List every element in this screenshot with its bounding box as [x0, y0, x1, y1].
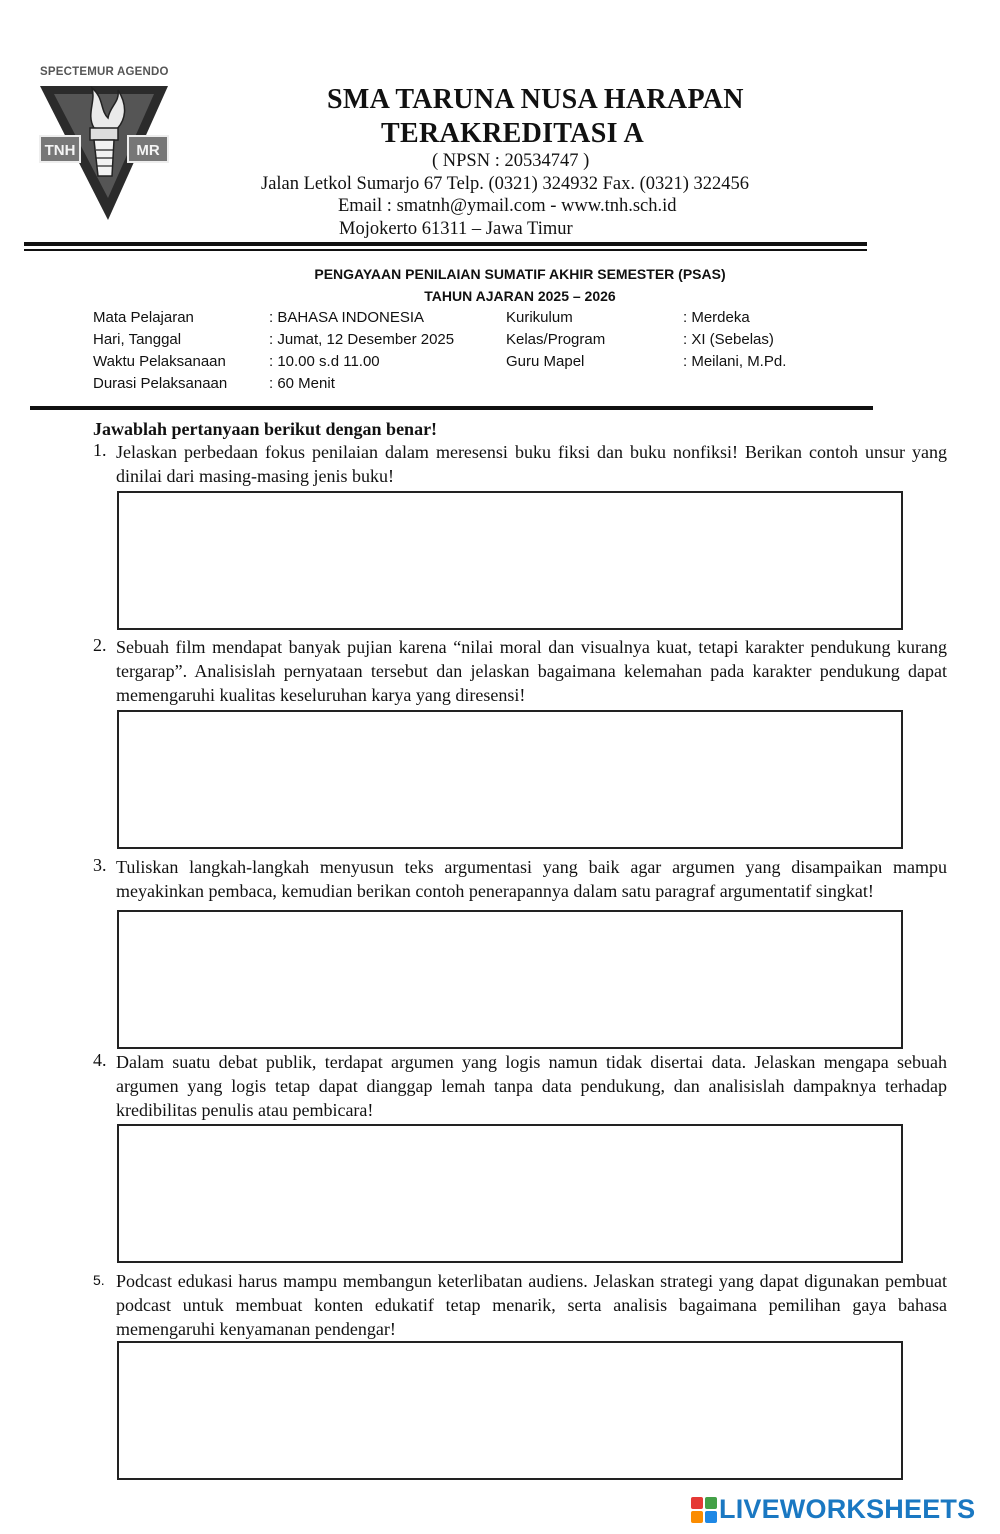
- exam-year: TAHUN AJARAN 2025 – 2026: [424, 288, 616, 304]
- answer-box-5[interactable]: [117, 1341, 903, 1480]
- liveworksheets-logo-square: [705, 1497, 717, 1509]
- logo-right-text: MR: [136, 142, 160, 159]
- info-value-curriculum: : Merdeka: [683, 309, 750, 326]
- logo-left-text: TNH: [44, 142, 76, 159]
- question-1-text: Jelaskan perbedaan fokus penilaian dalam meresensi buku fiksi dan buku nonfiksi! Berikan contoh unsur yang dinilai dari masing-masing jenis buku!: [116, 442, 947, 486]
- question-5-text: Podcast edukasi harus mampu membangun keterlibatan audiens. Jelaskan strategi yang dapat digunakan pembuat podcast untuk membuat konten edukatif tetap menarik, serta analisis bagaimana pemilihan gaya bahasa memengaruhi kenyamanan pendengar!: [116, 1271, 947, 1339]
- torch-cup-icon: [90, 128, 118, 140]
- info-label-teacher: Guru Mapel: [506, 353, 585, 370]
- question-2-text: Sebuah film mendapat banyak pujian karena “nilai moral dan visualnya kuat, tetapi karakter pendukung kurang tergarap”. Analisislah pernyataan tersebut dan jelaskan bagaimana kelemahan pada karakter pendukung dapat memengaruhi kualitas keseluruhan karya yang diresensi!: [116, 637, 947, 705]
- address: Jalan Letkol Sumarjo 67 Telp. (0321) 324932 Fax. (0321) 322456: [261, 174, 750, 194]
- liveworksheets-logo-square: [691, 1497, 703, 1509]
- instruction: Jawablah pertanyaan berikut dengan benar!: [93, 419, 438, 439]
- question-3-number: 3.: [93, 855, 107, 875]
- info-value-class: : XI (Sebelas): [683, 331, 774, 348]
- info-label-curriculum: Kurikulum: [506, 309, 573, 326]
- answer-box-2[interactable]: [117, 710, 903, 849]
- info-value-date: : Jumat, 12 Desember 2025: [269, 331, 455, 348]
- info-value-duration: : 60 Menit: [269, 375, 335, 392]
- school-name: SMA TARUNA NUSA HARAPAN: [327, 84, 744, 115]
- answer-box-1[interactable]: [117, 491, 903, 630]
- question-1-number: 1.: [93, 440, 107, 460]
- liveworksheets-logo-icon: [691, 1497, 717, 1523]
- accreditation: TERAKREDITASI A: [381, 118, 645, 149]
- city: Mojokerto 61311 – Jawa Timur: [339, 219, 573, 239]
- info-divider: [30, 406, 873, 410]
- info-label-time: Waktu Pelaksanaan: [93, 353, 226, 370]
- logo-caption: SPECTEMUR AGENDO: [40, 66, 169, 78]
- question-2-number: 2.: [93, 635, 107, 655]
- info-value-teacher: : Meilani, M.Pd.: [683, 353, 787, 370]
- school-logo: [34, 80, 174, 222]
- info-label-duration: Durasi Pelaksanaan: [93, 375, 228, 392]
- liveworksheets-logo-square: [705, 1511, 717, 1523]
- question-4-text: Dalam suatu debat publik, terdapat argumen yang logis namun tidak disertai data. Jelaskan mengapa sebuah argumen yang logis tetap dapat dianggap lemah tanpa data pendukung, dan analisislah dampaknya terhadap kredibilitas penulis atau pembicara!: [116, 1052, 947, 1120]
- info-label-subject: Mata Pelajaran: [93, 309, 194, 326]
- info-label-date: Hari, Tanggal: [93, 331, 182, 348]
- header-divider-thick: [24, 242, 867, 246]
- liveworksheets-logo-square: [691, 1511, 703, 1523]
- liveworksheets-text: LIVEWORKSHEETS: [719, 1494, 976, 1524]
- header-divider-thin: [24, 249, 867, 251]
- question-5-number: 5.: [93, 1272, 105, 1288]
- info-label-class: Kelas/Program: [506, 331, 606, 348]
- question-4-number: 4.: [93, 1050, 107, 1070]
- exam-title: PENGAYAAN PENILAIAN SUMATIF AKHIR SEMESTER (PSAS): [314, 266, 726, 282]
- info-value-time: : 10.00 s.d 11.00: [269, 353, 380, 370]
- info-value-subject: : BAHASA INDONESIA: [269, 309, 425, 326]
- liveworksheets-watermark[interactable]: [691, 1494, 975, 1525]
- npsn: ( NPSN : 20534747 ): [432, 151, 590, 171]
- answer-box-4[interactable]: [117, 1124, 903, 1263]
- answer-box-3[interactable]: [117, 910, 903, 1049]
- email-web: Email : smatnh@ymail.com - www.tnh.sch.id: [338, 196, 677, 216]
- question-3-text: Tuliskan langkah-langkah menyusun teks argumentasi yang baik agar argumen yang disampaikan mampu meyakinkan pembaca, kemudian berikan contoh penerapannya dalam satu paragraf argumentatif singkat!: [116, 857, 947, 901]
